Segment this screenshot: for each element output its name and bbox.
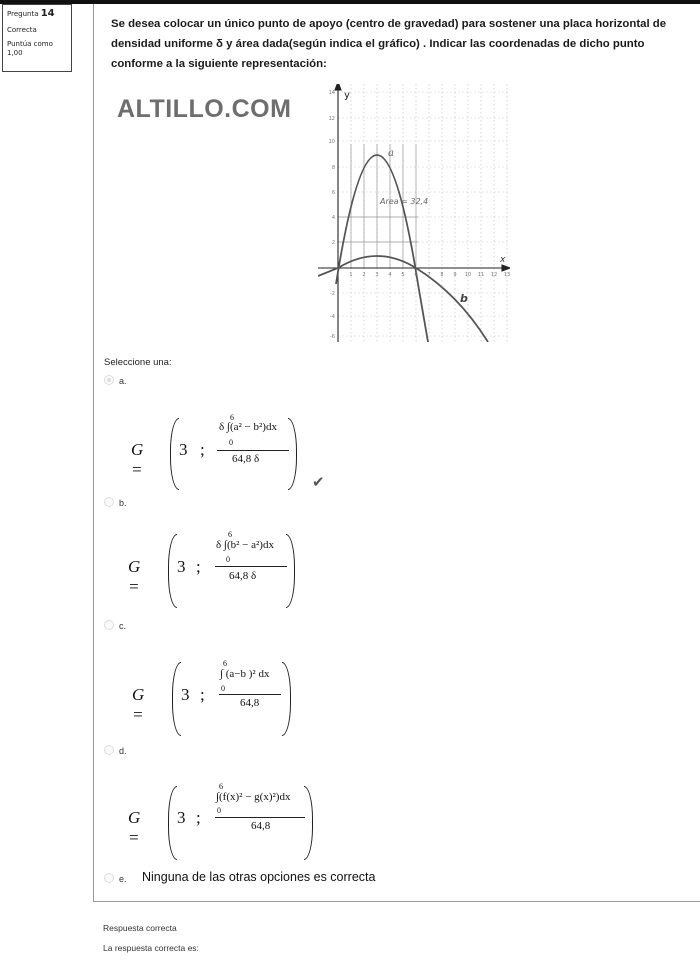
- fraction-bar: [217, 450, 289, 451]
- curve-a-label: a: [388, 148, 394, 159]
- feedback-result: Respuesta correcta: [103, 923, 177, 933]
- x-tick: 13: [503, 272, 510, 278]
- option-c-integrand: ∫ (a−b )² dx: [220, 668, 270, 680]
- lower-limit: 0: [226, 555, 230, 564]
- watermark: ALTILLO.COM: [117, 95, 292, 123]
- answer-prompt: Seleccione una:: [104, 357, 172, 368]
- upper-limit: 6: [228, 530, 232, 539]
- option-d-x: 3: [177, 808, 186, 827]
- fraction-bar: [219, 694, 281, 695]
- option-d[interactable]: [104, 745, 127, 756]
- score-value: 1,00: [7, 48, 23, 57]
- option-a-sep: ;: [200, 440, 205, 459]
- option-d-letter: d.: [119, 746, 127, 756]
- question-info-box: [2, 4, 72, 72]
- option-a-den: 64,8 δ: [232, 453, 260, 465]
- open-paren: [168, 534, 177, 608]
- upper-limit: 6: [230, 413, 234, 422]
- option-e-text: Ninguna de las otras opciones es correcta: [142, 870, 376, 884]
- x-tick: 5: [401, 272, 405, 278]
- x-tick: 9: [453, 272, 457, 278]
- upper-limit: 6: [223, 659, 227, 668]
- y-axis-label: y: [344, 90, 350, 101]
- x-tick: 1: [349, 272, 353, 278]
- fraction-bar: [215, 817, 305, 818]
- y-tick: 6: [331, 190, 335, 196]
- y-tick: 14: [328, 90, 335, 96]
- upper-limit: 6: [219, 782, 223, 791]
- option-a-integrand: δ ∫(a² − b²)dx: [219, 421, 277, 433]
- y-tick: -6: [330, 334, 335, 340]
- option-d-den: 64,8: [251, 820, 271, 832]
- x-tick: 12: [490, 272, 498, 278]
- x-axis-label: x: [500, 255, 506, 265]
- option-b-den: 64,8 δ: [229, 570, 257, 582]
- x-tick: 10: [464, 272, 472, 278]
- fraction-bar: [215, 566, 287, 567]
- option-c-den: 64,8: [240, 697, 260, 709]
- option-e-letter: e.: [119, 874, 127, 884]
- question-graph: [318, 84, 510, 342]
- y-tick: 10: [328, 139, 335, 145]
- option-b-x: 3: [177, 557, 186, 576]
- option-c-sep: ;: [200, 685, 205, 704]
- open-paren: [170, 418, 179, 490]
- y-tick: -4: [330, 314, 335, 320]
- option-a-letter: a.: [119, 376, 127, 386]
- open-paren: [172, 662, 181, 736]
- option-b-g: G =: [128, 557, 141, 596]
- area-label: Area = 32,4: [380, 197, 429, 206]
- open-paren: [168, 786, 177, 860]
- option-d-g: G =: [128, 808, 141, 847]
- lower-limit: 0: [217, 806, 221, 815]
- option-a-g: G =: [131, 440, 144, 479]
- curve-b-label: b: [460, 292, 468, 305]
- option-d-integrand: ∫(f(x)² − g(x)²)dx: [216, 791, 291, 803]
- x-tick: 6: [414, 272, 418, 278]
- y-tick: -2: [330, 291, 335, 297]
- question-number: Pregunta 14: [7, 8, 55, 19]
- y-tick: 2: [331, 240, 335, 246]
- x-tick: 2: [362, 272, 366, 278]
- option-c-letter: c.: [119, 621, 127, 631]
- option-b-integrand: δ ∫(b² − a²)dx: [216, 539, 274, 551]
- radio-a[interactable]: [104, 375, 114, 385]
- option-c[interactable]: [104, 620, 126, 631]
- lower-limit: 0: [229, 438, 233, 447]
- check-icon: ✔: [312, 473, 325, 491]
- option-e[interactable]: [104, 873, 127, 884]
- x-tick: 8: [440, 272, 444, 278]
- curve-a: [336, 155, 431, 342]
- x-tick: 7: [427, 272, 431, 278]
- x-tick: 3: [375, 272, 379, 278]
- option-d-sep: ;: [196, 808, 201, 827]
- radio-e[interactable]: [104, 873, 114, 883]
- question-status: Correcta: [7, 26, 37, 34]
- score-label: Puntúa como: [7, 40, 53, 49]
- option-a[interactable]: [104, 375, 127, 386]
- lower-limit: 0: [221, 684, 225, 693]
- radio-b[interactable]: [104, 497, 114, 507]
- option-c-g: G =: [132, 685, 145, 724]
- option-b-sep: ;: [196, 557, 201, 576]
- radio-d[interactable]: [104, 745, 114, 755]
- y-tick: 8: [331, 165, 335, 171]
- y-tick: 12: [328, 116, 335, 122]
- option-c-x: 3: [181, 685, 190, 704]
- option-a-x: 3: [179, 440, 188, 459]
- y-tick: 4: [331, 215, 335, 221]
- feedback-correct-is: La respuesta correcta es:: [103, 943, 199, 953]
- option-b[interactable]: [104, 497, 127, 508]
- radio-c[interactable]: [104, 620, 114, 630]
- question-text: Se desea colocar un único punto de apoyo (centro de gravedad) para sostener una placa horizontal de densidad uniforme δ y área dada(según indica el gráfico) . Indicar las coordenadas de dicho punto conforme a la siguiente representación:: [111, 18, 667, 70]
- option-b-letter: b.: [119, 498, 127, 508]
- x-tick: 4: [388, 272, 392, 278]
- x-tick: 11: [477, 272, 485, 278]
